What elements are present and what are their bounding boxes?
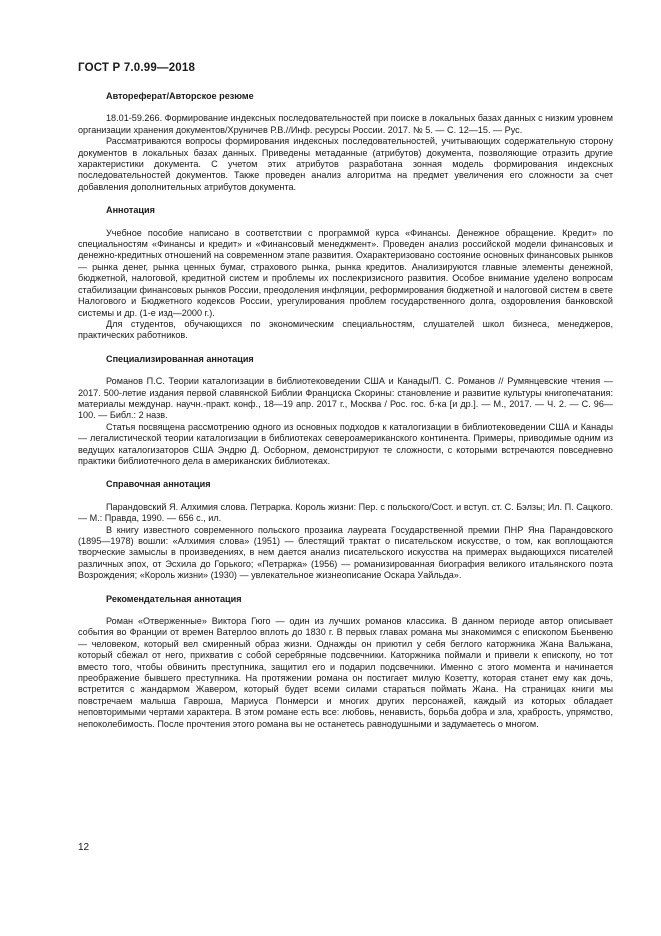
page-number: 12: [78, 842, 90, 853]
section-title: Справочная аннотация: [106, 479, 211, 490]
section-recommendation-annotation: [78, 594, 613, 730]
section-author-abstract: [78, 91, 613, 193]
paragraph: Роман «Отверженные» Виктора Гюго — один из лучших романов классика. В данном периоде автор описывает события во Франции от времен Ватерлоо вплоть до 1830 г. В первых главах романа мы знакомимся с епископом Бьенвеню — человеком, который вел смиренный образ жизни. Однажды он приютил у себя беглого каторжника Жана Вальжана, который сбежал от него, прихватив с собой серебряные подсвечники. Каторжника поймали и привели к епископу, но тот вместо того, чтобы обвинить преступника, защитил его и подарил подсвечники. Именно с этого момента и начинается преображение бывшего преступника. На протяжении романа он постигает милую Козетту, которая станет ему как дочь, встретится с жандармом Жавером, который будет всеми силами стараться поймать Жана. На страницах книги мы повстречаем малыша Гавроша, Мариуса Понмерси и многих других персонажей, каждый из которых обладает неповторимыми чертами характера. В этом романе есть все: любовь, ненависть, борьба добра и зла, храбрость, упрямство, непоколебимость. После прочтения этого романа вы не останетесь равнодушными и задумаетесь о многом.: [78, 616, 613, 729]
paragraph: Статья посвящена рассмотрению одного из основных подходов к каталогизации в библиотековедении США и Канады — легалистической теории каталогизации в библиотеках североамериканского континента. Примеры, приводимые одним из ведущих каталогизаторов США Эндрю Д. Осборном, демонстрируют те сложности, с которыми встречаются повседневно практики библиотечного дела в американских библиотеках.: [78, 421, 613, 466]
paragraph: В книгу известного современного польского прозаика лауреата Государственной премии ПНР Яна Парандовского (1895—1978) вошли: «Алхимия слова» (1951) — блестящий трактат о писательском искусстве, о том, как воплощаются творческие замыслы в произведениях, в нем дается анализ писательского искусства на примерах выдающихся писателей различных эпох, от Эсхила до Горького; «Петрарка» (1956) — романизированная биография великого итальянского поэта Возрождения; «Король жизни» (1930) — увлекательное жизнеописание Оскара Уайльда».: [78, 524, 613, 581]
standard-header: ГОСТ Р 7.0.99—2018: [78, 62, 196, 74]
document-body: [78, 91, 613, 742]
paragraph: Рассматриваются вопросы формирования индексных последовательностей, учитывающих содержательную сторону документов в локальных базах данных. Приведены метаданные (атрибутов) документа, позволяющие отразить другие характеристики документа. С учетом этих атрибутов разработана зонная модель формирования индексных последовательностей документов. Также проведен анализ алгоритма на предмет увеличения его сложности за счет добавления дополнительных атрибутов документа.: [78, 136, 613, 192]
section-annotation: [78, 205, 613, 341]
section-reference-annotation: [78, 479, 613, 581]
paragraph: Романов П.С. Теории каталогизации в библиотековедении США и Канады/П. С. Романов // Румянцевские чтения — 2017. 500-летие издания первой славянской Библии Франциска Скорины: становление и развитие культуры книгопечатания: материалы междунар. научн.-практ. конф., 18—19 апр. 2017 г., Москва / Рос. гос. б-ка [и др.]. — М., 2017. — Ч. 2. — С. 96—100. — Библ.: 2 назв.: [78, 376, 613, 421]
section-title: Специализированная аннотация: [106, 353, 254, 364]
paragraph: 18.01-59.266. Формирование индексных последовательностей при поиске в локальных базах данных с низким уровнем организации хранения документов/Хруничев Р.В.//Инф. ресурсы России. 2017. № 5. — С. 12—15. — Рус.: [78, 113, 613, 135]
paragraph: Для студентов, обучающихся по экономическим специальностям, слушателей школ бизнеса, менеджеров, практических работников.: [78, 318, 613, 341]
section-specialized-annotation: [78, 354, 613, 468]
section-title: Аннотация: [106, 205, 155, 216]
paragraph: Парандовский Я. Алхимия слова. Петрарка. Король жизни: Пер. с польского/Сост. и вступ. ст. С. Бэлзы; Ил. П. Сацкого. — М.: Правда, 1990. — 656 с., ил.: [78, 501, 613, 524]
paragraph: Учебное пособие написано в соответствии с программой курса «Финансы. Денежное обращение. Кредит» по специальностям «Финансы и кредит» и «Финансовый менеджмент». Проведен анализ российской модели финансовых и денежно-кредитных отношений на современном этапе развития. Охарактеризовано состояние основных финансовых рынков — рынка денег, рынка ценных бумаг, страхового рынка, рынка кредитов. Анализируются главные элементы денежной, бюджетной, налоговой, кредитной систем и проблемы их послекризисного развития. Особое внимание уделено вопросам стабилизации финансовых рынков России, преодоления инфляции, реформирования бюджетной и налоговой систем в свете Налогового и Бюджетного кодексов России, урегулирования проблем государственного долга, оздоровления банковской системы и др. (1-е изд—2000 г.).: [78, 227, 613, 318]
section-title: Автореферат/Авторское резюме: [106, 91, 254, 101]
section-title: Рекомендательная аннотация: [106, 593, 242, 604]
